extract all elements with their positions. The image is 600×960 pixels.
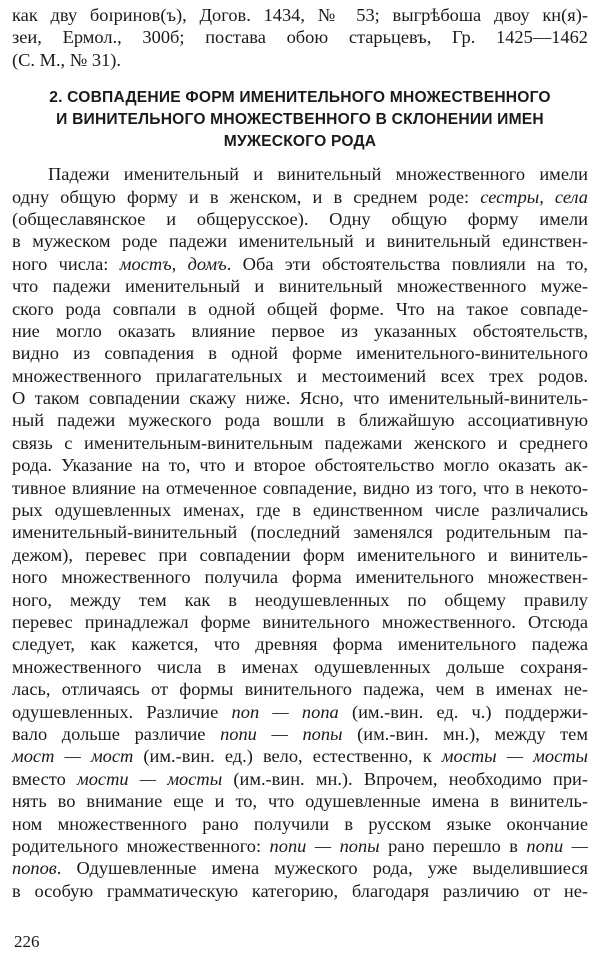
body-paragraph [12,163,588,902]
text-run: в особую грамматическую категорию, благодаря различию от не- [12,880,588,901]
text-line [12,230,588,252]
italic-example: сестры, села [480,186,588,207]
text-line [12,432,588,454]
text-line [12,656,588,678]
text-run: тивное влияние на отмеченное совпадение, видно из того, что в некото- [12,477,588,498]
text-run: лась, отличаясь от формы винительного падежа, чем в именах не- [12,679,588,700]
text-line [12,320,588,342]
italic-example: попов [12,858,57,879]
text-line: как дву боɪринов(ъ), Догов. 1434, № 53; выгрѣбоша двоу кн(я)- [12,5,588,25]
text-run: . Оба эти обстоятельства повлияли на то, [226,253,588,274]
text-run: одушевленных. Различие [12,701,232,722]
text-run: что падежи именительный и винительный множественного муже- [12,276,588,297]
text-run: (им.-вин. ед.) вело, естественно, к [133,746,442,767]
top-continuation [12,4,588,71]
italic-example: поп — попа [231,701,339,722]
text-line [12,253,588,275]
text-line [12,745,588,767]
text-line [12,454,588,476]
text-line [12,835,588,857]
text-line [12,633,588,655]
text-line [12,521,588,543]
text-line [12,387,588,409]
text-run: перевес принадлежал форме винительного множественного. Отсюда [12,611,588,632]
text-run: одну общую форму и в женском, и в среднем роде: [12,186,481,207]
text-line [12,365,588,387]
text-run: ного, между тем как в неодушевленных по общему правилу [12,589,588,610]
text-line [12,208,588,230]
text-run: О таком совпадении скажу ниже. Ясно, что именительный-винитель- [12,388,588,409]
text-line [12,589,588,611]
text-line [12,813,588,835]
text-run: множественного прилагательных и местоимений всех трех родов. [12,365,588,386]
text-line [12,499,588,521]
text-run: множественного числа в именах одушевленных дольше сохраня- [12,656,588,677]
text-line [12,701,588,723]
text-line: зеи, Ермол., 300б; постава обою старьцевъ, Гр. 1425—1462 [12,27,588,48]
text-run: . Одушевленные имена мужеского рода, уже выделившиеся [56,858,588,879]
text-run: Падежи именительный и винительный множественного имели [48,164,588,185]
text-line [12,409,588,431]
text-line [12,186,588,208]
text-line [12,723,588,745]
text-run: вместо [12,768,77,789]
heading-line: 2. СОВПАДЕНИЕ ФОРМ ИМЕНИТЕЛЬНОГО МНОЖЕСТВЕННОГО [49,89,551,107]
text-line [12,298,588,320]
text-run: нять во внимание еще и то, что одушевленные имена в винитель- [12,791,588,812]
text-line [12,163,588,185]
section-heading [12,87,588,153]
text-run: ского рода совпали в одной общей форме. Что на такое совпаде- [12,298,588,319]
text-run: именительный-винительный (последний заменялся родительным па- [12,522,588,543]
text-line [12,477,588,499]
text-line [12,678,588,700]
heading-line: И ВИНИТЕЛЬНОГО МНОЖЕСТВЕННОГО В СКЛОНЕНИИ ИМЕН [56,111,544,129]
text-run: ный падежи мужеского рода вошли в ближайшую ассоциативную [12,410,588,431]
text-run: ного множественного получила форма именительного множествен- [12,567,588,588]
italic-example: попи — [526,835,588,856]
text-line [12,342,588,364]
text-run: родительного множественного: [12,835,270,856]
text-run: дежом), перевес при совпадении форм именительного и винитель- [12,544,588,565]
italic-example: мост — мост [12,746,134,767]
text-run: рано перешло в [379,835,527,856]
text-run: ние могло оказать влияние первое из указанных обстоятельств, [12,320,588,341]
text-run: в мужеском роде падежи именительный и винительный единствен- [12,231,588,252]
text-run: (общеславянское и общерусское). Одну общую форму имели [12,208,588,229]
text-line [12,880,588,902]
text-line [12,275,588,297]
text-run: видно из совпадения в одной форме именительного-винительного [12,343,588,364]
document-page [12,4,588,902]
text-line [12,768,588,790]
page-number: 226 [14,932,40,951]
text-run: рода. Указание на то, что и второе обстоятельство могло оказать ак- [12,455,588,476]
text-run: (им.-вин. ед. ч.) поддержи- [338,701,589,722]
text-line [12,857,588,879]
text-line [12,544,588,566]
italic-example: мости — мосты [76,768,223,789]
text-run: связь с именительным-винительным падежами женского и среднего [12,432,588,453]
text-run: ного числа: [12,253,120,274]
text-run: (им.-вин. мн.), между тем [342,723,588,744]
text-line [12,566,588,588]
text-run: следует, как кажется, что древняя форма именительного падежа [12,634,588,655]
text-run: ном множественного рано получили в русском языке окончание [12,813,588,834]
text-line [12,790,588,812]
heading-line: МУЖЕСКОГО РОДА [223,133,377,151]
italic-example: мостъ, домъ [119,253,227,274]
italic-example: попи — попы [220,723,343,744]
italic-example: мосты — мосты [441,746,588,767]
text-run: рых одушевленных именах, где в единственном числе различались [12,500,588,521]
text-line: (С. М., № 31). [12,49,121,70]
text-run: вало дольше различие [12,723,221,744]
italic-example: попи — попы [269,835,380,856]
text-line [12,611,588,633]
text-run: (им.-вин. мн.). Впрочем, необходимо при- [222,768,588,789]
